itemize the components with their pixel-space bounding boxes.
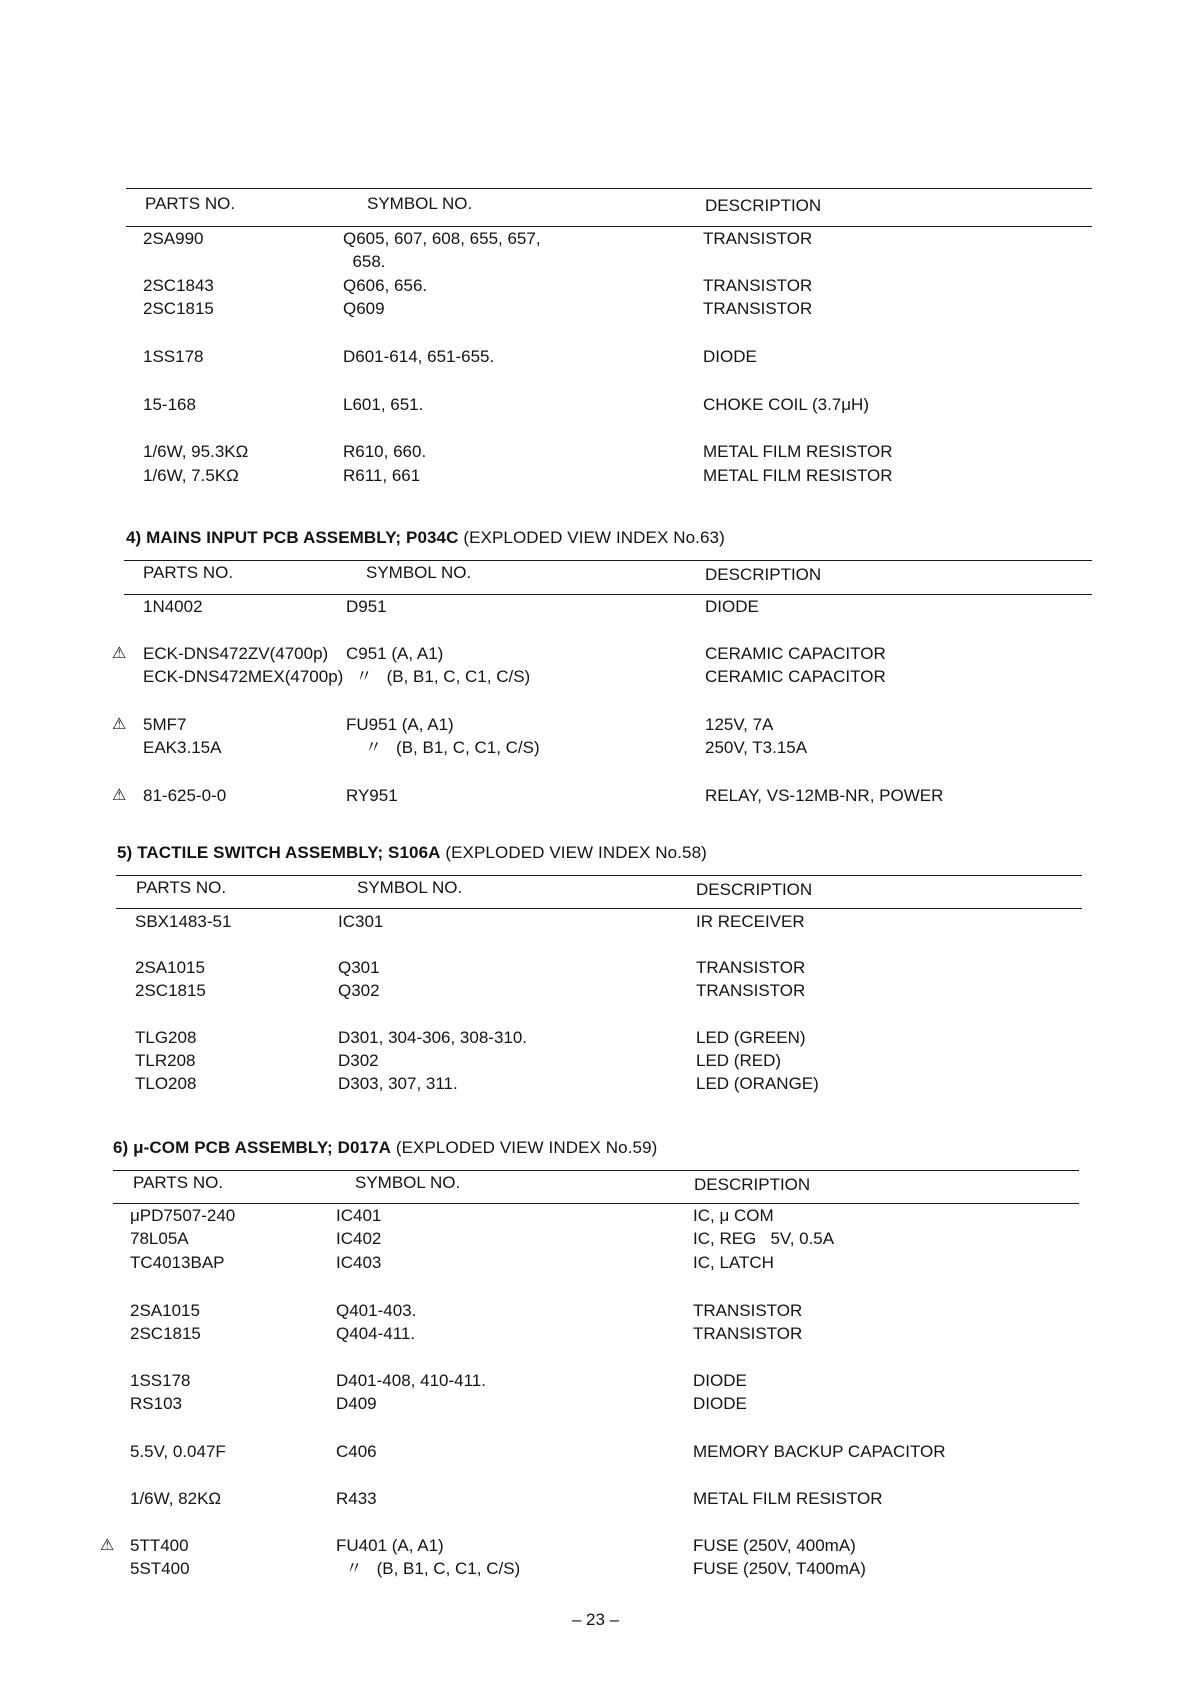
parts-no-cell: 1N4002 bbox=[143, 597, 203, 616]
parts-no-cell: 1SS178 bbox=[143, 347, 204, 366]
section-code: S106A bbox=[388, 843, 441, 862]
parts-no-cell: 1/6W, 82KΩ bbox=[130, 1489, 222, 1508]
parts-no-cell: 5.5V, 0.047F bbox=[130, 1442, 226, 1461]
symbol-no-cell: C406 bbox=[336, 1442, 377, 1461]
section-title: TACTILE SWITCH ASSEMBLY; bbox=[137, 843, 384, 862]
column-header-parts-no: PARTS NO. bbox=[136, 878, 227, 897]
description-cell: TRANSISTOR bbox=[696, 981, 806, 1000]
parts-no-cell: ECK-DNS472ZV(4700p) bbox=[143, 644, 329, 663]
symbol-no-cell: Q606, 656. bbox=[343, 276, 428, 295]
description-cell: 125V, 7A bbox=[705, 715, 774, 734]
parts-no-cell: μPD7507-240 bbox=[130, 1206, 236, 1225]
parts-no-cell: 2SC1815 bbox=[135, 981, 206, 1000]
column-header-symbol-no: SYMBOL NO. bbox=[366, 563, 472, 582]
parts-no-cell: 2SA1015 bbox=[135, 958, 205, 977]
parts-no-cell: TLO208 bbox=[135, 1074, 197, 1093]
symbol-no-cell: RY951 bbox=[346, 786, 398, 805]
safety-warning-icon: ⚠ bbox=[112, 645, 127, 662]
symbol-no-cell: D302 bbox=[338, 1051, 379, 1070]
description-cell: FUSE (250V, T400mA) bbox=[693, 1559, 866, 1578]
parts-no-cell: 2SC1815 bbox=[143, 299, 214, 318]
column-header-description: DESCRIPTION bbox=[705, 196, 822, 215]
symbol-no-cell: FU401 (A, A1) bbox=[336, 1536, 444, 1555]
table-header-rule bbox=[116, 908, 1082, 909]
description-cell: TRANSISTOR bbox=[693, 1324, 803, 1343]
description-cell: TRANSISTOR bbox=[703, 299, 813, 318]
parts-no-cell: 2SA990 bbox=[143, 229, 204, 248]
description-cell: DIODE bbox=[693, 1371, 747, 1390]
section-title: MAINS INPUT PCB ASSEMBLY; bbox=[146, 528, 402, 547]
symbol-no-cell: Q609 bbox=[343, 299, 385, 318]
table-header-rule bbox=[124, 594, 1092, 595]
symbol-no-cell: Q404-411. bbox=[336, 1324, 416, 1343]
parts-no-cell: 81-625-0-0 bbox=[143, 786, 227, 805]
description-cell: TRANSISTOR bbox=[696, 958, 806, 977]
description-cell: RELAY, VS-12MB-NR, POWER bbox=[705, 786, 944, 805]
description-cell: IR RECEIVER bbox=[696, 912, 805, 931]
parts-no-cell: 5ST400 bbox=[130, 1559, 190, 1578]
parts-no-cell: RS103 bbox=[130, 1394, 182, 1413]
description-cell: LED (ORANGE) bbox=[696, 1074, 819, 1093]
parts-no-cell: 2SA1015 bbox=[130, 1301, 200, 1320]
description-cell: LED (GREEN) bbox=[696, 1028, 806, 1047]
section-heading bbox=[117, 843, 707, 863]
description-cell: METAL FILM RESISTOR bbox=[703, 466, 893, 485]
description-cell: DIODE bbox=[705, 597, 759, 616]
symbol-no-cell: 〃 (B, B1, C, C1, C/S) bbox=[346, 738, 540, 757]
column-header-symbol-no: SYMBOL NO. bbox=[357, 878, 463, 897]
description-cell: TRANSISTOR bbox=[703, 229, 813, 248]
symbol-no-cell: FU951 (A, A1) bbox=[346, 715, 454, 734]
description-cell: TRANSISTOR bbox=[703, 276, 813, 295]
description-cell: CHOKE COIL (3.7μH) bbox=[703, 395, 869, 414]
description-cell: METAL FILM RESISTOR bbox=[703, 442, 893, 461]
description-cell: DIODE bbox=[693, 1394, 747, 1413]
description-cell: IC, LATCH bbox=[693, 1253, 774, 1272]
parts-no-cell: TLG208 bbox=[135, 1028, 197, 1047]
column-header-parts-no: PARTS NO. bbox=[143, 563, 234, 582]
symbol-no-cell: D951 bbox=[346, 597, 387, 616]
symbol-no-cell: D409 bbox=[336, 1394, 377, 1413]
table-top-rule bbox=[113, 1170, 1079, 1171]
parts-no-cell: SBX1483-51 bbox=[135, 912, 232, 931]
parts-no-cell: 1/6W, 95.3KΩ bbox=[143, 442, 249, 461]
symbol-no-cell: R610, 660. bbox=[343, 442, 427, 461]
parts-no-cell: 2SC1815 bbox=[130, 1324, 201, 1343]
symbol-no-cell: Q401-403. bbox=[336, 1301, 417, 1320]
parts-no-cell: EAK3.15A bbox=[143, 738, 222, 757]
section-heading bbox=[126, 528, 725, 548]
table-header-rule bbox=[126, 226, 1092, 227]
column-header-parts-no: PARTS NO. bbox=[133, 1173, 224, 1192]
safety-warning-icon: ⚠ bbox=[100, 1537, 115, 1554]
column-header-description: DESCRIPTION bbox=[694, 1175, 811, 1194]
column-header-symbol-no: SYMBOL NO. bbox=[355, 1173, 461, 1192]
symbol-no-cell: IC403 bbox=[336, 1253, 382, 1272]
description-cell: TRANSISTOR bbox=[693, 1301, 803, 1320]
symbol-no-cell: C951 (A, A1) bbox=[346, 644, 444, 663]
section-number: 4) bbox=[126, 528, 142, 547]
page-number: – 23 – bbox=[571, 1610, 620, 1629]
section-heading bbox=[113, 1138, 657, 1158]
section-code: D017A bbox=[337, 1138, 392, 1157]
symbol-no-cell: 〃 (B, B1, C, C1, C/S) bbox=[346, 667, 531, 686]
parts-no-cell: 1SS178 bbox=[130, 1371, 191, 1390]
parts-no-cell: 15-168 bbox=[143, 395, 196, 414]
description-cell: CERAMIC CAPACITOR bbox=[705, 644, 886, 663]
symbol-no-cell: 〃 (B, B1, C, C1, C/S) bbox=[336, 1559, 521, 1578]
section-title: μ-COM PCB ASSEMBLY; bbox=[133, 1138, 333, 1157]
section-number: 5) bbox=[117, 843, 133, 862]
description-cell: CERAMIC CAPACITOR bbox=[705, 667, 886, 686]
section-index: (EXPLODED VIEW INDEX No.63) bbox=[463, 528, 725, 547]
symbol-no-cell: D301, 304-306, 308-310. bbox=[338, 1028, 528, 1047]
column-header-symbol-no: SYMBOL NO. bbox=[367, 194, 473, 213]
description-cell: 250V, T3.15A bbox=[705, 738, 808, 757]
section-index: (EXPLODED VIEW INDEX No.58) bbox=[445, 843, 707, 862]
column-header-description: DESCRIPTION bbox=[696, 880, 813, 899]
description-cell: FUSE (250V, 400mA) bbox=[693, 1536, 856, 1555]
symbol-no-cell: 658. bbox=[343, 252, 386, 271]
symbol-no-cell: Q605, 607, 608, 655, 657, bbox=[343, 229, 541, 248]
symbol-no-cell: R433 bbox=[336, 1489, 377, 1508]
table-top-rule bbox=[124, 560, 1092, 561]
parts-no-cell: 5TT400 bbox=[130, 1536, 189, 1555]
safety-warning-icon: ⚠ bbox=[112, 716, 127, 733]
section-number: 6) bbox=[113, 1138, 129, 1157]
symbol-no-cell: R611, 661 bbox=[343, 466, 421, 485]
table-top-rule bbox=[116, 875, 1082, 876]
parts-no-cell: TLR208 bbox=[135, 1051, 196, 1070]
symbol-no-cell: Q302 bbox=[338, 981, 380, 1000]
description-cell: DIODE bbox=[703, 347, 757, 366]
symbol-no-cell: L601, 651. bbox=[343, 395, 424, 414]
table-header-rule bbox=[113, 1203, 1079, 1204]
parts-no-cell: TC4013BAP bbox=[130, 1253, 225, 1272]
symbol-no-cell: D401-408, 410-411. bbox=[336, 1371, 486, 1390]
parts-no-cell: ECK-DNS472MEX(4700p) bbox=[143, 667, 344, 686]
symbol-no-cell: IC402 bbox=[336, 1229, 382, 1248]
column-header-description: DESCRIPTION bbox=[705, 565, 822, 584]
symbol-no-cell: IC401 bbox=[336, 1206, 382, 1225]
parts-no-cell: 1/6W, 7.5KΩ bbox=[143, 466, 239, 485]
parts-no-cell: 78L05A bbox=[130, 1229, 189, 1248]
symbol-no-cell: Q301 bbox=[338, 958, 380, 977]
description-cell: IC, μ COM bbox=[693, 1206, 774, 1225]
parts-no-cell: 5MF7 bbox=[143, 715, 187, 734]
symbol-no-cell: D303, 307, 311. bbox=[338, 1074, 458, 1093]
parts-no-cell: 2SC1843 bbox=[143, 276, 214, 295]
table-top-rule bbox=[126, 188, 1092, 189]
section-index: (EXPLODED VIEW INDEX No.59) bbox=[395, 1138, 658, 1157]
symbol-no-cell: IC301 bbox=[338, 912, 384, 931]
description-cell: METAL FILM RESISTOR bbox=[693, 1489, 883, 1508]
column-header-parts-no: PARTS NO. bbox=[145, 194, 236, 213]
symbol-no-cell: D601-614, 651-655. bbox=[343, 347, 495, 366]
description-cell: IC, REG 5V, 0.5A bbox=[693, 1229, 835, 1248]
safety-warning-icon: ⚠ bbox=[112, 787, 127, 804]
section-code: P034C bbox=[406, 528, 459, 547]
description-cell: LED (RED) bbox=[696, 1051, 782, 1070]
description-cell: MEMORY BACKUP CAPACITOR bbox=[693, 1442, 946, 1461]
